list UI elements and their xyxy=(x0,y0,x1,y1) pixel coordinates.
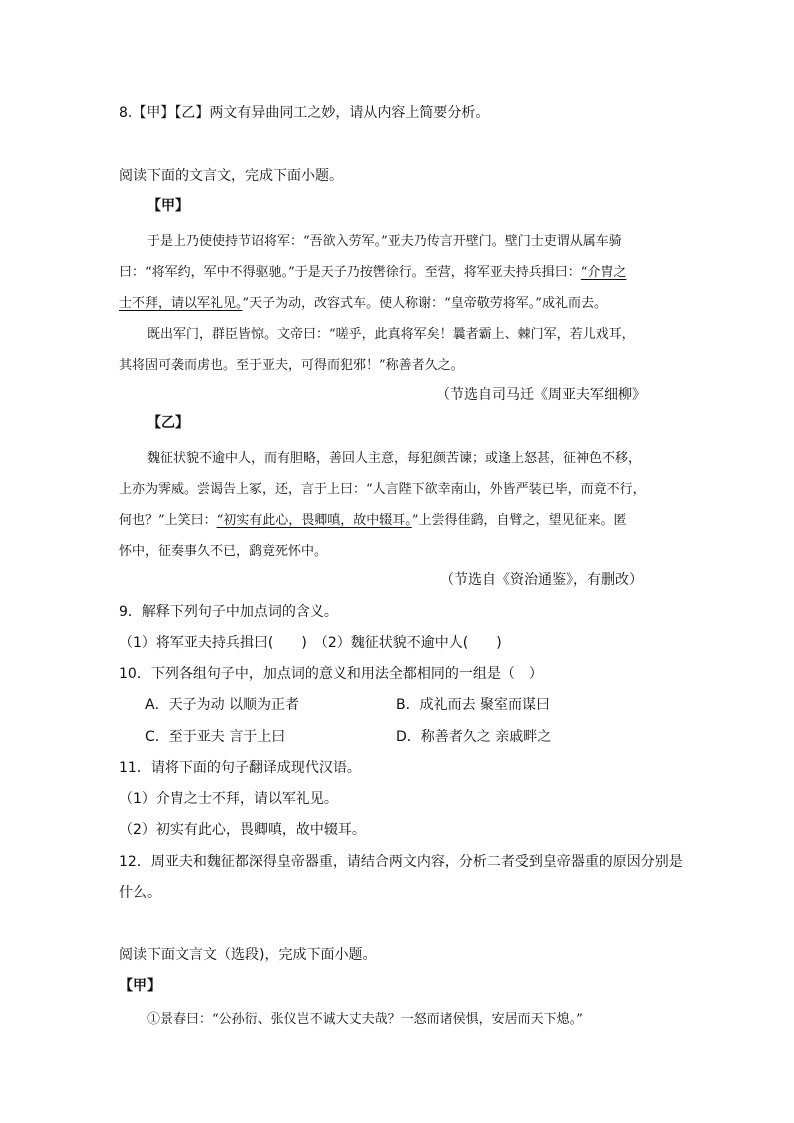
question-10-option-d: D．称善者久之 亲戚畔之 xyxy=(396,729,552,745)
question-10-option-c: C．至于亚夫 言于上曰 xyxy=(145,729,286,745)
passage-yi-line-3-a: 何也？”上笑曰： xyxy=(119,513,217,528)
passage-yi-line-3-b: ”上尝得佳鹞，自臂之，望见征来。匿 xyxy=(411,513,627,528)
question-12-line-2: 什么。 xyxy=(119,885,161,901)
question-9-items: （1）将军亚夫持兵揖曰( ) （2）魏征状貌不逾中人( ) xyxy=(119,635,502,651)
question-11-item-1: （1）介胄之士不拜，请以军礼见。 xyxy=(119,791,338,807)
question-11-item-2: （2）初实有此心，畏卿嗔，故中辍耳。 xyxy=(119,822,366,838)
section-intro: 阅读下面的文言文，完成下面小题。 xyxy=(119,168,343,184)
question-10-option-a: A．天子为动 以顺为正者 xyxy=(145,697,300,713)
passage-jia2-label: 【甲】 xyxy=(119,978,161,994)
question-9: 9．解释下列句子中加点词的含义。 xyxy=(119,604,338,620)
passage-yi-line-4: 怀中，征奏事久不已，鹞竟死怀中。 xyxy=(119,544,328,559)
passage-yi-line-1: 魏征状貌不逾中人，而有胆略，善回人主意，每犯颜苦谏；或逢上怒甚，征神色不移， xyxy=(147,451,642,466)
passage-jia-line-3 xyxy=(119,294,607,314)
passage-jia-line-5: 其将固可袭而虏也。至于亚夫，可得而犯邪！”称善者久之。 xyxy=(119,358,464,373)
passage-jia-line-2 xyxy=(119,263,626,283)
passage-yi-source: （节选自《资治通鉴》，有删改） xyxy=(440,572,643,588)
passage-jia-line-3-text: ”天子为动，改容式车。使人称谢：“皇帝敬劳将军。”成礼而去。 xyxy=(242,296,607,311)
question-8: 8.【甲】【乙】两文有异曲同工之妙，请从内容上简要分析。 xyxy=(119,105,490,121)
passage-jia-label: 【甲】 xyxy=(147,198,189,214)
passage-jia-line-2-text: 曰：“将军约，军中不得驱驰。”于是天子乃按辔徐行。至营，将军亚夫持兵揖曰： xyxy=(119,265,581,280)
passage-jia-underlined-2: 士不拜，请以军礼见。 xyxy=(119,296,243,311)
passage-jia-underlined-1: “介胄之 xyxy=(580,265,627,280)
passage-jia2-line-1: ①景春曰：“公孙衍、张仪岂不诚大丈夫哉？一怒而诸侯惧，安居而天下熄。” xyxy=(147,1012,583,1027)
question-11: 11．请将下面的句子翻译成现代汉语。 xyxy=(119,760,361,776)
passage-jia-line-1: 于是上乃使使持节诏将军：“吾欲入劳军。”亚夫乃传言开壁门。壁门士吏谓从属车骑 xyxy=(147,234,622,249)
question-10-option-b: B．成礼而去 聚室而谋曰 xyxy=(396,697,551,713)
passage-yi-line-2: 上亦为霁威。尝谒告上冢，还，言于上曰：“人言陛下欲幸南山，外皆严装已毕，而竟不行， xyxy=(119,482,646,497)
passage-yi-label: 【乙】 xyxy=(147,415,189,431)
passage-jia-source: （节选自司马迁《周亚夫军细柳》 xyxy=(436,387,646,403)
section-intro-2: 阅读下面文言文（选段)，完成下面小题。 xyxy=(119,947,377,963)
passage-yi-underlined: “初实有此心，畏卿嗔，故中辍耳。 xyxy=(216,513,412,528)
passage-jia-line-4: 既出军门，群臣皆惊。文帝曰：“嗟乎，此真将军矣！曩者霸上、棘门军，若儿戏耳， xyxy=(147,327,635,342)
question-10: 10．下列各组句子中，加点词的意义和用法全都相同的一组是（ ） xyxy=(119,666,543,682)
question-12-line-1: 12．周亚夫和魏征都深得皇帝器重，请结合两文内容，分析二者受到皇帝器重的原因分别是 xyxy=(119,854,683,870)
passage-yi-line-3 xyxy=(119,511,626,531)
